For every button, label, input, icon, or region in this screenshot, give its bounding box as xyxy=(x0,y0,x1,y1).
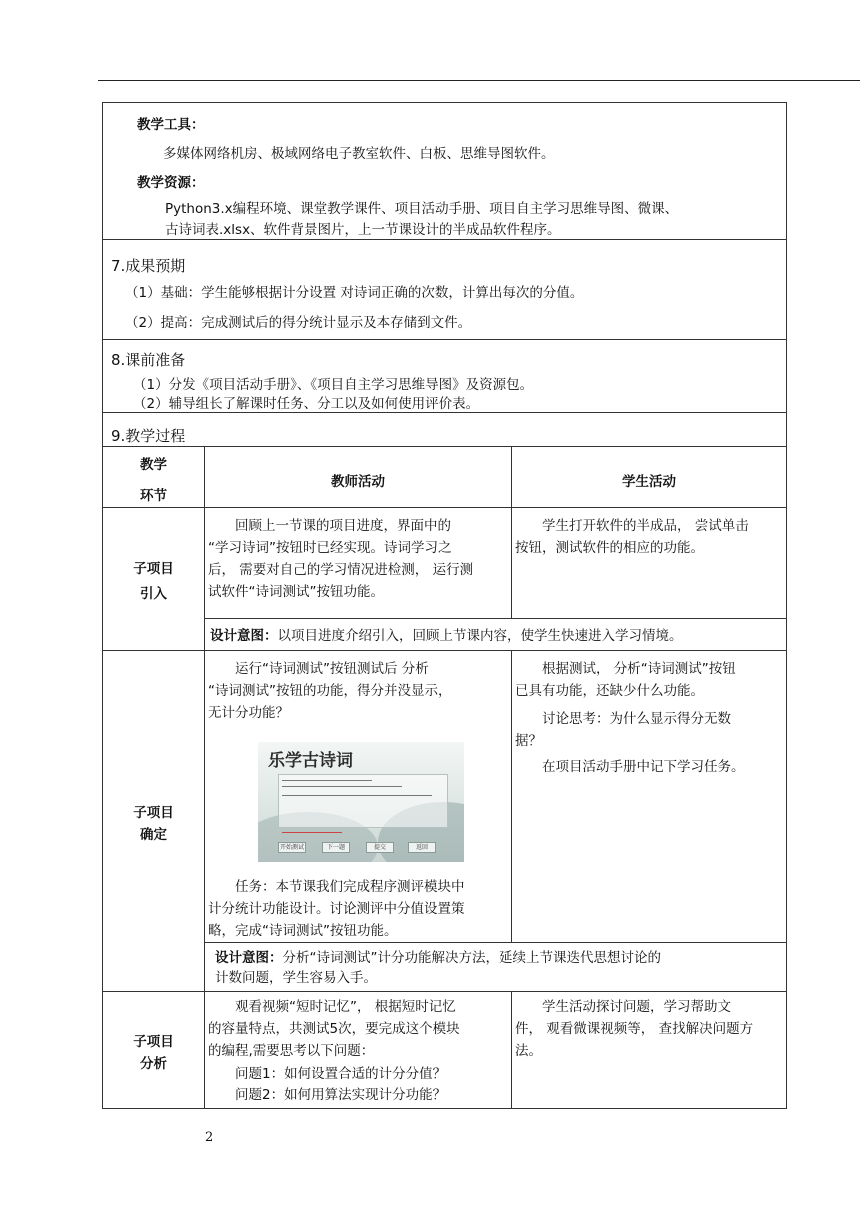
page-number: 2 xyxy=(205,1130,214,1145)
row-define-stage-line1: 子项目 xyxy=(133,805,174,821)
row-analyze-student-cell xyxy=(511,991,787,1109)
resources-line-1: Python3.x编程环境、课堂教学课件、项目活动手册、项目自主学习思维导图、微课、 xyxy=(165,201,679,217)
header-stage-cell xyxy=(102,446,205,508)
tools-text: 多媒体网络机房、极域网络电子教室软件、白板、思维导图软件。 xyxy=(163,146,555,162)
screenshot-button: 开始测试 xyxy=(279,844,304,851)
row-define-student-line: 据？ xyxy=(515,733,542,749)
design-intent-text-line2: 计数问题，学生容易入手。 xyxy=(215,970,377,986)
row-analyze-stage-line2: 分析 xyxy=(140,1056,167,1072)
resources-line-2: 古诗词表.xlsx、软件背景图片，上一节课设计的半成品软件程序。 xyxy=(165,222,561,238)
screenshot-text-line xyxy=(282,780,372,781)
screenshot-text-line xyxy=(282,786,402,787)
row-define-stage-line2: 确定 xyxy=(140,827,167,843)
row-analyze-teacher-line: 的编程,需要思考以下问题： xyxy=(208,1043,375,1059)
prep-title: 8.课前准备 xyxy=(111,351,186,369)
software-screenshot xyxy=(258,742,464,862)
outcome-advanced: （2）提高：完成测试后的得分统计显示及本存储到文件。 xyxy=(125,315,472,331)
row-intro-student-line: 按钮，测试软件的相应的功能。 xyxy=(515,540,704,556)
header-stage-line1: 教学 xyxy=(140,457,167,473)
row-define-student-cell xyxy=(511,650,787,943)
row-define-teacher-line: 计分统计功能设计。讨论测评中分值设置策 xyxy=(208,901,465,917)
screenshot-progress-line xyxy=(282,832,342,833)
row-intro-teacher-line: “学习诗词”按钮时已经实现。诗词学习之 xyxy=(208,540,452,556)
row-define-teacher-line: “诗词测试”按钮的功能，得分并没显示， xyxy=(208,683,452,699)
process-section xyxy=(102,412,787,446)
row-analyze-student-line: 件， 观看微课视频等， 查找解决问题方 xyxy=(515,1021,754,1037)
screenshot-text-area xyxy=(278,774,448,828)
row-intro-design-cell xyxy=(204,618,787,651)
screenshot-title: 乐学古诗词 xyxy=(268,751,353,771)
resources-title: 教学资源： xyxy=(137,175,205,191)
header-teacher: 教师活动 xyxy=(331,474,385,490)
header-student: 学生活动 xyxy=(622,474,676,490)
row-define-stage-cell xyxy=(102,650,205,992)
row-define-design-cell xyxy=(204,942,787,992)
row-define-student-line: 讨论思考：为什么显示得分无数 xyxy=(515,711,731,727)
tools-resources-section xyxy=(102,102,787,239)
row-define-student-line: 根据测试， 分析“诗词测试”按钮 xyxy=(515,661,736,677)
row-define-teacher-line: 任务：本节课我们完成程序测评模块中 xyxy=(208,879,465,895)
row-analyze-student-line: 法。 xyxy=(515,1043,542,1059)
row-analyze-teacher-cell xyxy=(204,991,512,1109)
row-intro-student-line: 学生打开软件的半成品， 尝试单击 xyxy=(515,518,749,534)
design-intent-label: 设计意图： xyxy=(210,628,278,644)
row-intro-teacher-line: 后， 需要对自己的学习情况进检测， 运行测 xyxy=(208,562,474,578)
design-intent-label: 设计意图： xyxy=(215,950,283,966)
row-define-teacher-line: 略，完成“诗词测试”按钮功能。 xyxy=(208,923,398,939)
screenshot-text-line xyxy=(282,795,432,796)
design-intent-text: 以项目进度介绍引入，回顾上节课内容，使学生快速进入学习情境。 xyxy=(277,628,683,644)
row-intro-stage-line2: 引入 xyxy=(140,586,167,602)
outcome-basic: （1）基础：学生能够根据计分设置 对诗词正确的次数，计算出每次的分值。 xyxy=(125,285,584,301)
process-title: 9.教学过程 xyxy=(111,427,186,445)
row-analyze-teacher-line: 观看视频“短时记忆”， 根据短时记忆 xyxy=(208,999,456,1015)
row-intro-teacher-line: 试软件“诗词测试”按钮功能。 xyxy=(208,584,384,600)
row-intro-student-cell xyxy=(511,507,787,619)
row-intro-teacher-cell xyxy=(204,507,512,619)
header-teacher-cell xyxy=(204,446,512,508)
tools-title: 教学工具： xyxy=(137,117,205,133)
prep-item-2: （2）辅导组长了解课时任务、分工以及如何使用评价表。 xyxy=(133,396,480,412)
screenshot-button: 下一题 xyxy=(322,842,350,853)
row-analyze-teacher-line: 问题1：如何设置合适的计分分值？ xyxy=(208,1066,447,1082)
row-analyze-teacher-line: 的容量特点，共测试5次，要完成这个模块 xyxy=(208,1021,460,1037)
row-define-student-line: 在项目活动手册中记下学习任务。 xyxy=(515,759,745,775)
row-analyze-stage-cell xyxy=(102,991,205,1109)
header-student-cell xyxy=(511,446,787,508)
outcome-title: 7.成果预期 xyxy=(111,257,186,275)
outcome-section xyxy=(102,239,787,339)
prep-item-1: （1）分发《项目活动手册》、《项目自主学习思维导图》及资源包。 xyxy=(133,377,534,393)
row-analyze-student-line: 学生活动探讨问题，学习帮助文 xyxy=(515,999,731,1015)
row-intro-teacher-line: 回顾上一节课的项目进度，界面中的 xyxy=(208,518,451,534)
header-rule xyxy=(98,80,860,81)
design-intent-text: 分析“诗词测试”计分功能解决方法，延续上节课迭代思想讨论的 xyxy=(282,950,661,966)
screenshot-button: 提交 xyxy=(366,842,394,853)
row-analyze-stage-line1: 子项目 xyxy=(133,1034,174,1050)
row-intro-stage-line1: 子项目 xyxy=(133,561,174,577)
prep-section xyxy=(102,339,787,412)
row-define-teacher-line: 无计分功能？ xyxy=(208,705,289,721)
screenshot-button: 返回 xyxy=(408,842,436,853)
row-analyze-teacher-line: 问题2：如何用算法实现计分功能？ xyxy=(208,1087,447,1103)
row-define-student-line: 已具有功能，还缺少什么功能。 xyxy=(515,683,704,699)
row-intro-stage-cell xyxy=(102,507,205,651)
row-define-teacher-line: 运行“诗词测试”按钮测试后 分析 xyxy=(208,661,429,677)
header-stage-line2: 环节 xyxy=(140,488,167,504)
